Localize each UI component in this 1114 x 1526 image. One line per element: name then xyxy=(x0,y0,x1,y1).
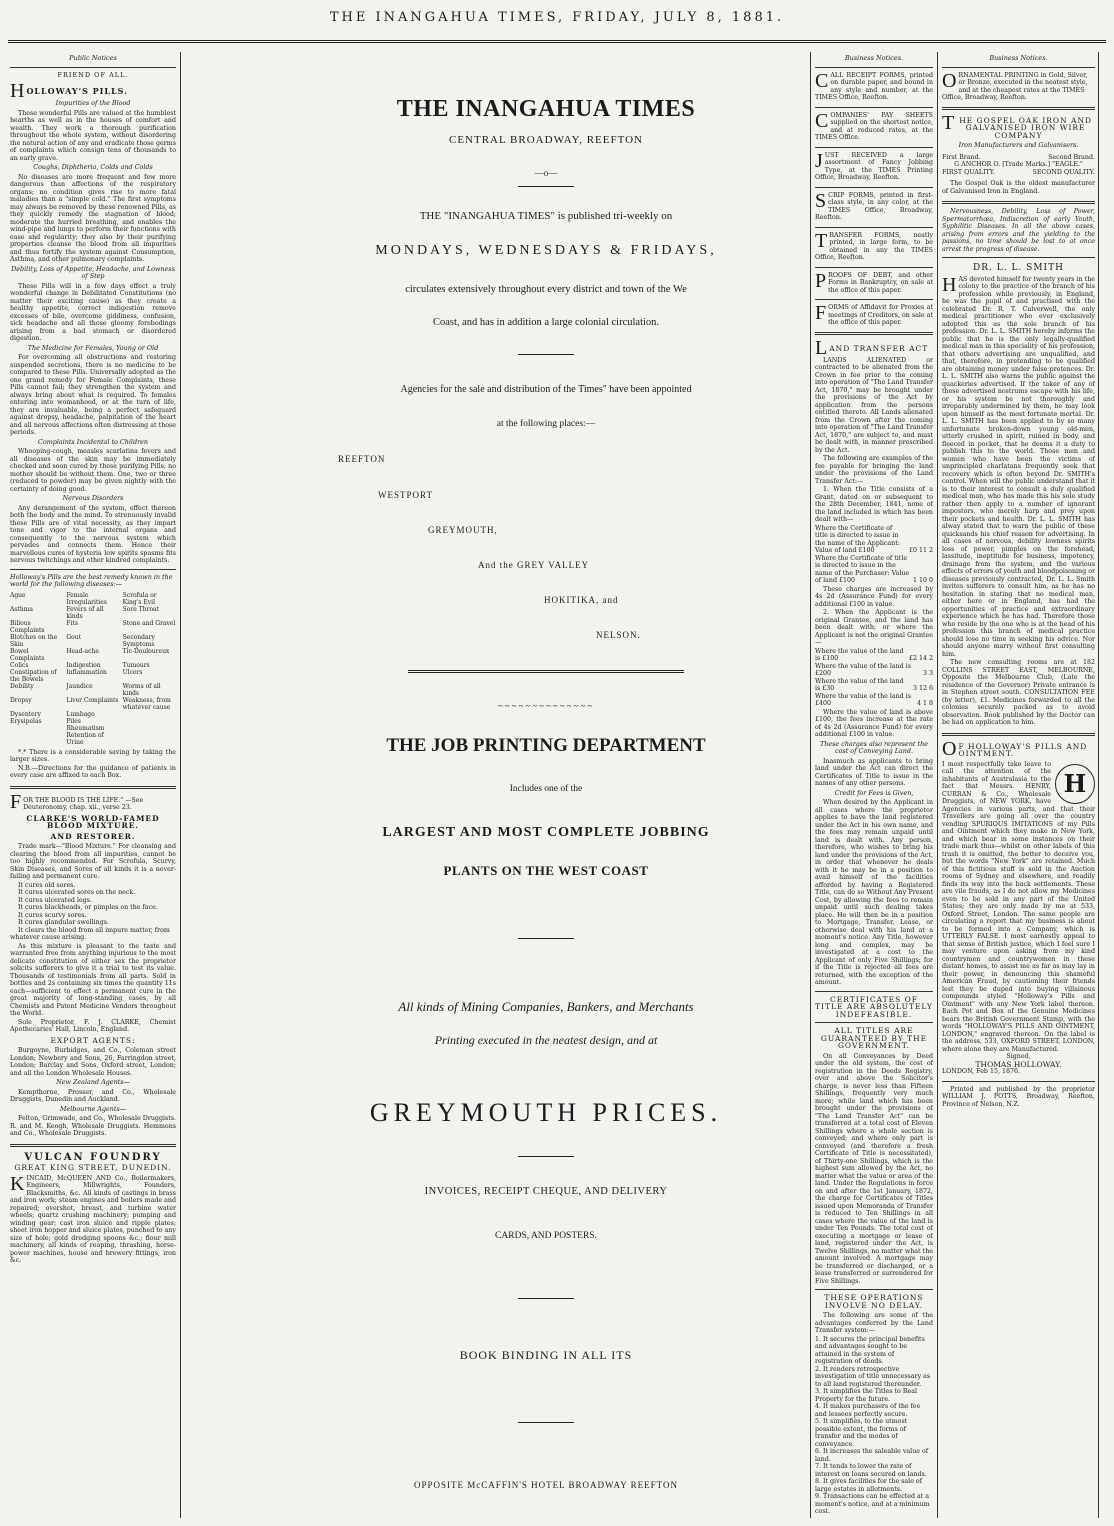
subheading: Melbourne Agents— xyxy=(59,1104,127,1113)
place-westport: WESTPORT xyxy=(378,490,433,500)
advantage-item: 7. It tends to lower the rate of interest on loans secured on lands. xyxy=(815,1463,927,1478)
all-titles-heading: ALL TITLES ARE GUARANTEED BY THE GOVERNMENT. xyxy=(820,1026,928,1050)
divider xyxy=(518,354,574,355)
paragraph: Sole Proprietor, F. J. CLARKE, Chemist Apothecaries' Hall, Lincoln, England. xyxy=(10,1018,176,1033)
fee-amount: 1 10 0 xyxy=(912,577,933,584)
paragraph: Inasmuch as applicants to bring land under the Act can direct the Certificates of Title to issue in the names of any other persons. xyxy=(815,757,933,787)
ailment-item xyxy=(123,711,176,718)
column-business-notices-2 xyxy=(942,55,1095,1521)
paragraph: I most respectfully take leave to call the attention of the inhabitants of Australasia to the fact that Messrs. HENRY, CURRAN & Co., Wholesale Druggists, of NEW YORK, have Agencies in various parts, and that their Travellers are going all over the country vending SPURIOUS IMITATIONS of my Pills and Ointment which they make in New York, and which bear in some instances on their trade mark thus—whilst on other labels of this trash it is omitted, the better to deceive you, but the words "New York" are retained. Much of this fictitious stuff is sold in the Auction rooms of Sydney and elsewhere, and readily finds its way into the back settlements. These are vile frauds, as I do not allow my Medicines even to be sold in any part of the United States; they are only made by me at 533, Oxford Street, London. The same people are circulating a report that my business is about to be formed into a Company, which is UTTERLY FALSE. I most earnestly appeal to that sense of British justice, which I feel sure I may venture upon asking from my kind countrymen and countrywomen in these distant homes, to assist me as far as may lay in their power, in denouncing this shameful American Fraud, by cautioning their friends lest they be duped into buying villainous compounds styled "Holloway's Pills and Ointment" with any New York label thereon. Each Pot and Box of the Genuine Medicines bears the British Government Stamp, with the words "HOLLOWAY'S PILLS AND OINTMENT, LONDON," engraved thereon. On the label is the address, 533, OXFORD STREET, LONDON, where alone they are Manufactured. xyxy=(942,760,1095,1053)
paragraph: When desired by the Applicant in all cases where the proprietor applies to have the land registered under the Act in his own name, and the fees may remain unpaid until land is dealt with. Any person, therefore, who wishes to bring his land under the provisions of the Act, in order that whenever he deals with it he may be in a position to avail himself of the facilities afforded by having a Registered Title, can do so Without Any Present Cost, by allowing the fees to remain unpaid until such dealing takes place. He will then be in a position to Mortgage, Transfer, Lease, or otherwise deal with his land at a moment's notice. Any Title, however long and complex, may be investigated at a cost to the Applicant of only Five Shillings; for if the Title is rejected all fees are returned, with the exception of the amount. xyxy=(815,799,933,986)
ailment-item: Weakness, from whatever cause xyxy=(122,696,171,711)
drop-cap: P xyxy=(815,271,827,292)
ailment-item: Tic-Douloureux xyxy=(122,647,170,655)
quality-label: FIRST QUALITY. xyxy=(942,168,996,176)
fee-label: Where the value of the land is £100 xyxy=(815,647,904,662)
ailment-item xyxy=(10,725,63,732)
publication-days: MONDAYS, WEDNESDAYS & FRIDAYS, xyxy=(375,243,717,258)
ailment-item: Blotches on the Skin xyxy=(10,633,58,648)
paragraph: N.B.—Directions for the guidance of patients in every case are affixed to each Box. xyxy=(10,764,176,779)
ailment-item: Retention of Urine xyxy=(66,731,104,746)
ailment-item: Stone and Gravel xyxy=(122,619,176,627)
subheading: These charges also represent the cost of Conveying Land. xyxy=(819,739,929,755)
ornament: ~~~~~~~~~~~~~~ xyxy=(497,701,595,711)
paragraph: These Pills will in a few days effect a truly wonderful change in Debilitated Constitutions (no matter their exciting cause) as they create a healthy appetite, correct indigestion remove excesses of bile, overcome giddiness, confusion, sick headache and all those gloomy forebodings arising from a bad stomach or disordered digestion. xyxy=(10,282,176,342)
divider xyxy=(815,107,933,108)
column-heading: Business Notices. xyxy=(844,55,904,62)
brand-label: First Brand. xyxy=(942,153,981,161)
paragraph: Whooping-cough, measles scarlatina fevers and all diseases of the skin may be immediately checked and soon cured by these purifying Pills; no mother should be without them. One, two or three (reduced to powder) may be given nightly with the certainty of doing good. xyxy=(10,448,176,493)
business-notice xyxy=(815,192,933,222)
subheading: Debility, Loss of Appetite, Headache, and Lowness of Step xyxy=(11,264,175,280)
ailment-item: Asthma xyxy=(10,605,33,613)
holloway-logo-icon: H xyxy=(1055,764,1095,804)
quality-label: SECOND QUALITY. xyxy=(1032,168,1095,176)
ailment-item: Constipation of the Bowels xyxy=(10,668,57,683)
paragraph: The Gospel Oak is the oldest manufacturer of Galvanised Iron in England. xyxy=(942,180,1095,195)
vulcan-subtitle: GREAT KING STREET, DUNEDIN. xyxy=(14,1163,172,1172)
ailment-item: Bowel Complaints xyxy=(10,647,45,662)
nervousness-notice: Nervousness, Debility, Loss of Power, Spermatorrhœa, Indiscretion of early Youth, Syphilitic Diseases. In all the above cases, arising from errors and the yielding to the passions, no time should be lost to at once arrest the progress of disease. xyxy=(942,208,1095,253)
includes-line: Includes one of the xyxy=(509,784,583,794)
best-remedy-heading: Holloway's Pills are the best remedy known in the world for the following diseases:— xyxy=(10,572,173,588)
job-printing-heading: THE JOB PRINTING DEPARTMENT xyxy=(386,735,706,756)
cure-item: It cures blackheads, or pimples on the face. xyxy=(18,904,158,911)
fee-row xyxy=(815,663,933,678)
paragraph: The new consulting rooms are at 182 COLLINS STREET EAST, MELBOURNE, Opposite the Melbourne Club, (Late the residence of the Governor) Private entrance is in Stephen street south. CONSULTATION FEE (by letter), £1. Medicines forwarded to all the colonies securely packed as to avoid observation. Book published by the Doctor can be had on application to him. xyxy=(942,659,1095,726)
holloways-pills-notice xyxy=(10,82,176,781)
fee-amount: £2 14 2 xyxy=(908,655,933,662)
land-transfer-notice xyxy=(815,339,933,1516)
paragraph: 1. When the Title consists of a Grant, dated on or subsequent to the 28th December, 1841, none of the land included in which has been dealt with— xyxy=(815,486,933,523)
advantage-item: 5. It simplifies, to the utmost possible extent, the forms of transfer and the modes of conveyance. xyxy=(815,1418,908,1448)
signature: THOMAS HOLLOWAY. xyxy=(975,1059,1062,1069)
advantage-item: 1. It secures the principal benefits and advantages sought to be attained in the system of registration of deeds. xyxy=(815,1335,925,1365)
fee-label: Where the value of the land is £30 xyxy=(815,677,904,692)
place-hokitika: HOKITIKA, and xyxy=(544,595,619,605)
cures-list xyxy=(10,882,176,942)
ailment-item: Bilious Complaints xyxy=(10,619,45,634)
ailment-item: Dysentery xyxy=(10,710,41,718)
invoices-line: INVOICES, RECEIPT CHEQUE, AND DELIVERY xyxy=(424,1186,668,1197)
subheading: Complaints Incidental to Children xyxy=(37,437,149,446)
fee-table xyxy=(815,525,933,585)
paragraph: LANDS ALIENATED or contracted to be alienated from the Crown in fee prior to the coming into operation of "The Land Transfer Act, 1870," may be brought under the provisions of the Act by application from the persons entitled thereto. All Lands alienated from the Crown after the coming into operation of "The Land Transfer Act, 1870," are subject to, and must be dealt with, in manner prescribed by the Act. xyxy=(815,356,933,454)
cure-item: It cures scurvy sores. xyxy=(18,911,87,919)
paragraph: Trade mark—"Blood Mixture." For cleansing and clearing the blood from all impurities, cannot be too highly recommended. For Scrofula, Scurvy, Skin Diseases, and Sores of all kinds it is a never-failing and permanent cure. xyxy=(10,843,176,880)
clarke-title: CLARKE'S WORLD-FAMED BLOOD MIXTURE. xyxy=(26,813,160,830)
advantage-item: 8. It gives facilities for the sale of large estates in allotments. xyxy=(815,1478,923,1493)
divider xyxy=(815,187,933,188)
operations-heading: THESE OPERATIONS INVOLVE NO DELAY. xyxy=(824,1293,924,1310)
column-heading: Business Notices. xyxy=(989,55,1048,62)
place-reefton: REEFTON xyxy=(338,454,386,464)
masthead: THE INANGAHUA TIMES, FRIDAY, JULY 8, 1881. xyxy=(329,10,785,25)
advantage-item: 9. Transactions can be effected at a moment's notice, and at a minimum cost. xyxy=(815,1493,930,1515)
fee-row xyxy=(815,678,933,693)
fee-amount: 4 1 8 xyxy=(916,700,933,707)
gospel-oak-title: HE GOSPEL OAK IRON AND GALVANISED IRON WIRE COMPANY xyxy=(959,115,1093,140)
ailment-item: Colics xyxy=(10,661,29,669)
notice-text: CRIP FORMS, printed in first-class style, in any color, at the TIMES Office, Broadway, Reefton. xyxy=(815,191,933,221)
subheading: Iron Manufacturers and Galvanisers. xyxy=(958,141,1079,149)
paragraph: AS devoted himself for twenty years in the colony to the practice of the branch of his profession while previously, in England, he was the pupil of and practised with the celebrated Dr. R. T. Culverwell, the only medical practitioner who ever exclusively adopted this as the sole branch of his profession. Dr. L. L. SMITH hereby informs the public that he is the only legally-qualified medical man in this speciality of his profession, that others advertising are unqualified, and that, therefore, in pretending to be qualified are obtaining money under false pretences. Dr. L. L. SMITH also warns the public against the quackeries advertised. If the taker of any of these advertised nostrums escape with his life, or his system be not thoroughly and irreparably undermined by them, he may look upon himself as the most fortunate mortal. Dr. L. L. SMITH has been applied to by so many unfortunate broken-down young old-men, utterly crushed in spirit, ruined in body, and fleeced in pocket, that he deems it a duty to publish this to the world. Those men and women who have been the victims of unprincipled charlatans frequently seek that recovery which is often beyond Dr. SMITH's control. When will the public understand that it is to their interest to consult a duly qualified medical man, who has made this his sole study rather then apply to a number of ignorant impostors, who merely harp and prey upon their pockets and health. Dr. L. L. SMITH has alway stated that to warn the public of these quicksands his chief reason for advertising. In all cases of nervous, debility lowness spirits loss of power, pimples on the forehead, lassitude, ineptitude for business, impotency, drainage from the system, and the various effects of errors of youth and bloodpoisoning or diseases previously contracted, Dr. L. L. Smith invites sufferers to consult him, as he has no hesitation in stating that no medical man, either here or in England, has had the opportunities of practice and extraordinary experience which he has had. Therefore those who reside by the one who is at the head of his profession this branch of medical practice should lose no time in seeking his advice. Nor should anyone marry without first consulting him. xyxy=(942,275,1095,658)
ailment-item: Rheumatism xyxy=(66,724,105,732)
ailment-item: Erysipelas xyxy=(10,717,42,725)
place-greymouth: GREYMOUTH, xyxy=(428,525,498,535)
divider xyxy=(518,938,574,939)
divider xyxy=(518,1156,574,1157)
cure-item: It cures glandular swellings. xyxy=(18,919,110,926)
paragraph: *.* There is a considerable saving by taking the larger sizes. xyxy=(10,748,176,763)
paragraph: Kempthorne, Prosser, and Co., Wholesale Druggists, Dunedin and Auckland. xyxy=(10,1088,176,1103)
divider xyxy=(518,186,574,187)
ailment-item: Scrofula or King's Evil xyxy=(122,591,157,606)
ailment-item: Secondary Symptoms xyxy=(122,633,155,648)
paper-address: CENTRAL BROADWAY, REEFTON xyxy=(449,134,643,146)
ailment-item: Lumbago xyxy=(66,710,95,718)
fee-amount: 3 3 xyxy=(922,670,933,677)
advantage-item: 2. It renders retrospective investigation of title unnecessary as to all land registered thereunder. xyxy=(815,1365,931,1388)
column-rule xyxy=(180,52,181,1518)
ailment-item: Worms of all kinds xyxy=(122,682,161,697)
printing-line: Printing executed in the neatest design, and at xyxy=(434,1033,658,1047)
publication-line: THE "INANGAHUA TIMES" is published tri-weekly on xyxy=(419,210,673,222)
column-rule xyxy=(810,52,811,1518)
place-nelson: NELSON. xyxy=(596,630,641,640)
business-notice xyxy=(815,232,933,262)
ailment-item xyxy=(123,718,176,725)
ailment-item: Ulcers xyxy=(122,668,143,676)
business-notice xyxy=(815,304,933,327)
ailment-item: Head-ache xyxy=(66,647,99,655)
dr-smith-title: DR. L. L. SMITH xyxy=(973,263,1064,273)
business-notice xyxy=(815,112,933,142)
divider xyxy=(518,1422,574,1423)
fee-label: Where the value of the land is £200 xyxy=(815,662,911,677)
business-notice xyxy=(815,272,933,295)
paragraph: On all Conveyances by Deed under the old system, the cost of registration in the Deeds Registry, over and above the Solicitor's charge, is never less than Fifteen Shillings, frequently very much more; while land which has been brought under the provisions of "The Land Transfer Act" can be transferred at a total cost of Eleven Shillings where a whole section is conveyed; and where only part is conveyed (and therefore a fresh Certificate of Title is necessitated), of Thirty-one Shillings, which is the highest sum allowed by the Act, no matter what the value or area of the land. Under the Regulations in force on and after the 1st January, 1872, the charge for Certificates of Titles issued upon Memoranda of Transfer is reduced to Ten Shillings in all cases where the value of the land is under Ten Pounds. The total cost of executing a mortgage or lease of land, registered under the Act, is Twelve Shillings, no matter what the amount involved. A mortgage may be transferred or discharged, or a lease transferred or surrendered for Five Shillings. xyxy=(815,1052,933,1285)
ailments-list xyxy=(10,592,176,746)
circulation-line: circulates extensively throughout every district and town of the We xyxy=(405,284,687,295)
paragraph: Where the value of land is above £100, the fees increase at the rate of 4s 2d (Assurance Fund) for every additional £100 in value. xyxy=(815,708,933,738)
column-heading: Public Notices xyxy=(69,55,117,62)
ailment-item: Tumours xyxy=(122,661,150,669)
greymouth-prices: GREYMOUTH PRICES. xyxy=(369,1098,723,1127)
paragraph: RNAMENTAL PRINTING in Gold, Silver, or Bronze, executed in the neatest style, and at the cheapest rates at the TIMES Office, Broadway, Reefton. xyxy=(942,71,1088,101)
book-binding-line: BOOK BINDING IN ALL ITS xyxy=(459,1348,633,1362)
agencies-line: Agencies for the sale and distribution of the Times" have been appointed xyxy=(400,384,692,395)
ailment-item: Sore Throat xyxy=(122,605,160,613)
notice-text: ALL RECEIPT FORMS, printed on durable paper, and bound in any style and number, at the TIMES Office, Reefton. xyxy=(815,71,933,101)
subheading: The Medicine for Females, Young or Old xyxy=(27,343,159,352)
holloway-warning-title: F HOLLOWAY'S PILLS AND OINTMENT. xyxy=(958,741,1088,758)
land-transfer-title: AND TRANSFER ACT xyxy=(829,343,929,353)
masthead-rule xyxy=(8,40,1106,43)
trade-marks: G ANCHOR O. [Trade Marks.] "EAGLE." xyxy=(954,161,1083,168)
blood-mixture-notice xyxy=(10,793,176,1139)
ailment-item xyxy=(10,732,63,746)
vulcan-foundry-notice xyxy=(10,1151,176,1265)
fee-row xyxy=(815,555,933,585)
divider xyxy=(815,227,933,228)
paragraph: Any derangement of the system, effect thereon both the body and the mind. To strenuously invalid these Pills are of vital necessity, as they impart tone and vigor to the internal organs and consequently to the nervous system which pervades and connects them. Hence their marvellous cures of hysteria low spirits spasms fits nervous twitchings and other kindred complaints. xyxy=(10,504,176,564)
ailment-item: Liver Complaints xyxy=(66,696,119,704)
fee-amount: 3 12 6 xyxy=(912,685,933,692)
ailment-item xyxy=(123,725,176,732)
ornament: —o— xyxy=(534,168,558,178)
advantage-item: 4. It makes purchasers of the fee and lessees perfectly secure. xyxy=(815,1403,921,1418)
divider xyxy=(408,670,684,673)
ailment-item: Jaundice xyxy=(66,682,93,690)
friend-of-all-heading: FRIEND OF ALL. xyxy=(57,70,129,79)
ailment-item: Female Irregularities xyxy=(66,591,107,606)
advantages-list xyxy=(815,1336,933,1516)
advantage-item: 3. It simplifies the Titles to Real Property for the future. xyxy=(815,1388,918,1403)
subheading: New Zealand Agents— xyxy=(56,1078,130,1086)
cure-item: It cures ulcerated legs. xyxy=(18,896,92,904)
ailment-item: Indigestion xyxy=(66,661,101,669)
ailment-item: Ague xyxy=(10,591,26,599)
notice-text: OMPANIES' PAY SHEETS supplied on the shortest notice, and at reduced rates, at the TIMES Office. xyxy=(815,111,933,141)
restorer-title: AND RESTORER. xyxy=(50,831,136,841)
subheading: Impurities of the Blood xyxy=(55,99,131,107)
imprint: Printed and published by the proprietor WILLIAM J. POTTS, Broadway, Reefton, Province of Nelson, N.Z. xyxy=(942,1085,1095,1108)
column-business-notices xyxy=(815,55,933,1521)
drop-cap: H xyxy=(942,273,957,296)
fee-label: Where the Certificate of title is directed to issue in the name of the Applicant: Value of land £100 xyxy=(815,524,900,554)
divider xyxy=(518,1298,574,1299)
paper-title: THE INANGAHUA TIMES xyxy=(396,96,696,122)
ailment-item: Dropsy xyxy=(10,696,32,704)
paragraph: For overcoming all obstructions and restoring suspended secretions, there is no medicine to be compared to these Pills. Universally adopted as the one grand remedy for Female Complaints, these Pills cannot fail; they strengthen the system and always bring about what is required. To females entering into womanhood, or at the turn of life, they are invaluable, being a perfect safeguard against dropsy, headache, palpitation of the heart and all nervous affections often distressing at those periods. xyxy=(10,354,176,436)
divider xyxy=(815,267,933,268)
paragraph: No diseases are more frequent and few more dangerous than affections of the respiratory organs; no condition gives rise to more fatal maladies than a "simple cold." The first symptoms may always be removed by these renowned Pills, as they quickly remedy the stagnation of blood; moderate the hurried breathing, and enables the wind-pipe and lungs to perform their functions with ease and regularity; they also by their purifying properties cleanse the blood from all impurities and thus fortify the system against Consumption, Asthma, and other pulmonary complaints. xyxy=(10,173,176,263)
drop-cap: L xyxy=(815,338,828,359)
drop-cap: O xyxy=(942,739,957,760)
fee-table xyxy=(815,648,933,708)
paragraph: The following are examples of the fee payable for bringing the land under the provisions of the Land Transfer Act:— xyxy=(815,455,933,485)
ornamental-printing-notice xyxy=(942,72,1095,102)
drop-cap: J xyxy=(815,151,823,172)
drop-cap: T xyxy=(815,231,828,252)
advantage-item: 6. It increases the saleable value of land. xyxy=(815,1448,929,1463)
column-rule xyxy=(937,52,938,1518)
largest-line: LARGEST AND MOST COMPLETE JOBBING xyxy=(382,825,710,840)
mining-line: All kinds of Mining Companies, Bankers, and Merchants xyxy=(398,999,694,1014)
ailment-item: Fevers of all kinds xyxy=(66,605,104,620)
drop-cap: H xyxy=(10,82,25,102)
drop-cap: C xyxy=(815,71,829,92)
paragraph: Burgoyne, Burbidges, and Co., Coleman street London; Newbery and Sons, 26, Farringdon street, London; Barclay and Sons, Oxford street, London; and all the London Wholesale Houses. xyxy=(10,1047,176,1077)
drop-cap: C xyxy=(815,111,829,132)
plants-line: PLANTS ON THE WEST COAST xyxy=(443,863,649,878)
divider xyxy=(815,299,933,300)
fee-amount: £0 11 2 xyxy=(908,547,933,554)
drop-cap: S xyxy=(815,191,827,212)
ailment-item: Inflammation xyxy=(66,668,107,676)
dr-smith-notice xyxy=(942,262,1095,728)
cure-item: It cures old sores. xyxy=(18,881,76,889)
cards-line: CARDS, AND POSTERS. xyxy=(495,1231,597,1241)
vulcan-title: VULCAN FOUNDRY xyxy=(24,1151,162,1163)
drop-cap: K xyxy=(10,1172,25,1195)
paragraph: These wonderful Pills are valued at the humblest hearths as well as in the houses of comfort and wealth. They work a thorough purification throughout the whole system, without disordering the natural action of any and eradicate those germs of complaints which consign tens of thousands to an early grave. xyxy=(10,109,176,162)
business-notice xyxy=(815,72,933,102)
ailment-item xyxy=(123,732,176,746)
drop-cap: O xyxy=(942,71,957,92)
column-rule xyxy=(1098,52,1099,1518)
paragraph: 2. When the Applicant is the original Grantee, and the land has been dealt with; or where the Applicant is not the original Grantee— xyxy=(815,609,933,646)
fee-row xyxy=(815,693,933,708)
notice-text: RANSFER FORMS, neatly printed, in large form, to be obtained in any the TIMES Office, Reefton. xyxy=(815,231,933,261)
notice-text: UST RECEIVED a large assortment of Fancy Jobbing Type, at the TIMES Printing Office, Broadway, Reefton. xyxy=(815,151,933,181)
business-notice xyxy=(815,152,933,182)
paragraph: These charges are increased by 4s 2d (Assurance Fund) for every additional £100 in value. xyxy=(815,585,933,608)
drop-cap: F xyxy=(815,304,827,324)
divider xyxy=(815,147,933,148)
ailment-item: Gout xyxy=(66,633,82,641)
paragraph: OR THE BLOOD IS THE LIFE." —See Deuteronomy, chap. xii., verse 23. xyxy=(23,796,144,811)
brand-label: Second Brand. xyxy=(1048,153,1095,161)
fee-label: Where the value of the land is £400 xyxy=(815,692,911,707)
paragraph: Felton, Grimwade, and Co., Wholesale Druggists. R. and M. Keogh, Wholesale Druggists. Hemmons and Co., Wholesale Druggists. xyxy=(10,1115,176,1137)
gospel-oak-notice xyxy=(942,114,1095,197)
ailment-item: Fits xyxy=(66,619,78,627)
places-intro: at the following places:— xyxy=(496,419,596,429)
circulation-line-2: Coast, and has in addition a large colonial circulation. xyxy=(432,317,660,328)
column-public-notices xyxy=(10,55,176,1521)
holloways-pills-title: OLLOWAY'S PILLS. xyxy=(26,86,128,96)
cure-item: It clears the blood from all impure matter, from whatever cause arising. xyxy=(10,926,170,941)
address-line: OPPOSITE McCAFFIN'S HOTEL BROADWAY REEFTON xyxy=(414,1480,678,1490)
subheading: Coughs, Diphtheria, Colds and Colds xyxy=(33,163,153,171)
paragraph: The following are some of the advantages conferred by the Land Transfer system:— xyxy=(815,1312,933,1334)
drop-cap: T xyxy=(942,113,955,134)
inangahua-times-advertisement xyxy=(308,58,784,1520)
certificates-heading: CERTIFICATES OF TITLE ARE ABSOLUTELY INDEFEASIBLE. xyxy=(815,994,933,1019)
notice-text: ORMS of Affidavit for Proxies at meetings of Creditors, on sale at the office of this paper. xyxy=(828,304,933,326)
subheading: Credit for Fees is Given, xyxy=(834,788,914,797)
drop-cap: F xyxy=(10,792,22,813)
short-notices xyxy=(815,72,933,327)
ailment-item: Debility xyxy=(10,682,34,690)
signed-label: Signed, xyxy=(1006,1053,1031,1060)
subheading: Nervous Disorders xyxy=(62,494,124,502)
paragraph: As this mixture is pleasant to the taste and warranted free from anything injurious to the most delicate constitution of either sex the proprietor solicits sufferers to give it a trial to test its value. Thousands of testimonials from all parts. Sold in bottles and 2s containing six times the quantity 11s each—sufficient to effect a permanent cure in the great majority of long-standing cases, by all Chemists and Patent Medicine Vendors throughout the World. xyxy=(10,942,176,1017)
paragraph: INCAID, McQUEEN AND Co., Boilermakers, Engineers, Millwrights, Founders, Blacksmiths, &c. All kinds of castings in brass and iron work; steam engines and boilers made and repaired; overshot, breast, and turbine water wheels; quartz crushing machinery; pumping and winding gear; cast iron sluice and ripple plates; sheet iron hopper and sluice plates, punched to any size of hole; gold dredging spoons &c.; flour mill machinery, all kinds of reaping, thrashing, horse-power machines, house and brewery fittings, iron &c. xyxy=(10,1174,176,1264)
export-agents-heading: EXPORT AGENTS: xyxy=(50,1035,136,1045)
cure-item: It cures ulcerated sores on the neck. xyxy=(18,889,136,896)
fee-row xyxy=(815,648,933,663)
ailment-item: Piles xyxy=(66,717,81,725)
place-grey-valley: And the GREY VALLEY xyxy=(478,560,590,570)
signature-date: LONDON, Feb 15, 1876. xyxy=(942,1068,1021,1075)
notice-text: ROOFS OF DEBT, and other Forms in Bankruptcy, on sale at the office of this paper. xyxy=(828,271,933,294)
holloway-warning-notice xyxy=(942,740,1095,1076)
fee-label: Where the Certificate of title is directed to issue in the name of the Purchaser: Value of land £100 xyxy=(815,554,910,584)
fee-row xyxy=(815,525,933,555)
